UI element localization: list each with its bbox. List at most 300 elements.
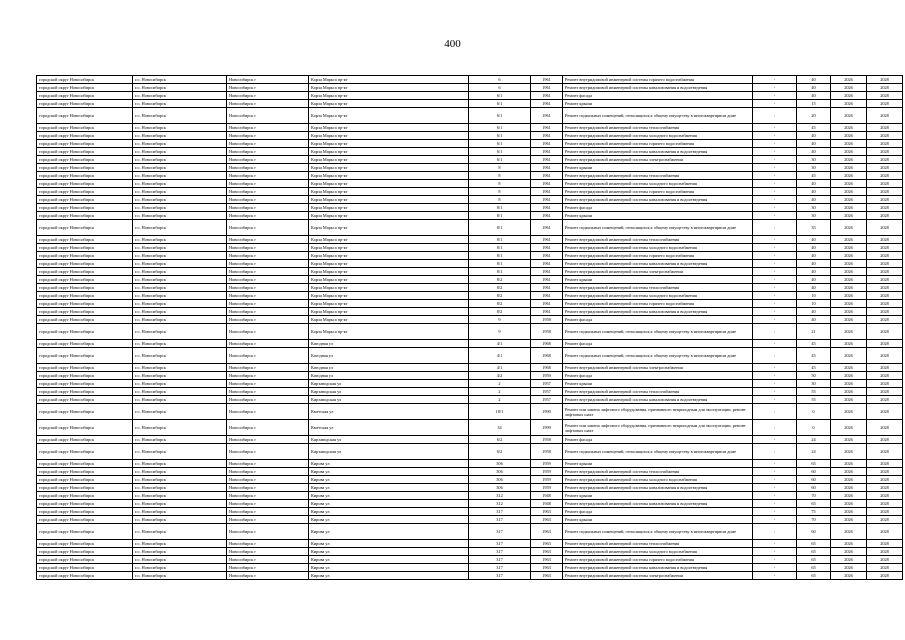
cell-settlement: г.о. Новосибирск — [133, 516, 227, 524]
cell-street: Карла Маркса пр-кт — [309, 244, 469, 252]
cell-house: 6 — [469, 84, 531, 92]
cell-dash: - — [753, 260, 797, 268]
cell-work-type: Ремонт внутридомовой инженерной системы канализования и водоотведения — [563, 564, 753, 572]
cell-street: Карла Маркса пр-кт — [309, 108, 469, 124]
cell-work-type: Ремонт или замена лифтового оборудования, признанного непригодным для эксплуатации, ремонт лифтовых шахт — [563, 404, 753, 420]
cell-city: Новосибирск г — [227, 476, 309, 484]
cell-city: Новосибирск г — [227, 436, 309, 444]
cell-term: 40 — [797, 316, 831, 324]
capital-repair-table — [36, 75, 903, 580]
cell-street: Карла Маркса пр-кт — [309, 236, 469, 244]
cell-district: городской округ Новосибирск — [37, 292, 133, 300]
cell-district: городской округ Новосибирск — [37, 348, 133, 364]
cell-house: 317 — [469, 548, 531, 556]
cell-year-to: 2028 — [867, 364, 903, 372]
cell-term: 24 — [797, 444, 831, 460]
cell-settlement: г.о. Новосибирск — [133, 572, 227, 580]
cell-work-type: Ремонт внутридомовой инженерной системы канализования и водоотведения — [563, 196, 753, 204]
cell-street: Карла Маркса пр-кт — [309, 92, 469, 100]
table-row — [37, 236, 903, 244]
cell-street: Карла Маркса пр-кт — [309, 180, 469, 188]
cell-year: 1961 — [531, 84, 563, 92]
cell-year-to: 2028 — [867, 180, 903, 188]
cell-settlement: г.о. Новосибирск — [133, 172, 227, 180]
cell-year-to: 2028 — [867, 524, 903, 540]
cell-work-type: Ремонт внутридомовой инженерной системы электроснабжения — [563, 572, 753, 580]
cell-settlement: г.о. Новосибирск — [133, 372, 227, 380]
cell-district: городской округ Новосибирск — [37, 180, 133, 188]
cell-work-type: Ремонт крыши — [563, 460, 753, 468]
cell-district: городской округ Новосибирск — [37, 100, 133, 108]
cell-city: Новосибирск г — [227, 180, 309, 188]
cell-house: 6/1 — [469, 124, 531, 132]
cell-term: 15 — [797, 100, 831, 108]
cell-work-type: Ремонт крыши — [563, 516, 753, 524]
cell-year-to: 2028 — [867, 316, 903, 324]
cell-house: 306 — [469, 484, 531, 492]
cell-year: 1963 — [531, 516, 563, 524]
cell-year: 1961 — [531, 204, 563, 212]
cell-city: Новосибирск г — [227, 236, 309, 244]
cell-city: Новосибирск г — [227, 396, 309, 404]
cell-district: городской округ Новосибирск — [37, 188, 133, 196]
cell-district: городской округ Новосибирск — [37, 212, 133, 220]
cell-house: 312 — [469, 500, 531, 508]
cell-year-from: 2026 — [831, 492, 867, 500]
cell-term: 50 — [797, 372, 831, 380]
cell-year-from: 2026 — [831, 380, 867, 388]
cell-year-from: 2026 — [831, 364, 867, 372]
cell-city: Новосибирск г — [227, 308, 309, 316]
cell-settlement: г.о. Новосибирск — [133, 252, 227, 260]
cell-term: 60 — [797, 476, 831, 484]
cell-year: 1961 — [531, 164, 563, 172]
cell-city: Новосибирск г — [227, 292, 309, 300]
table-body — [37, 76, 903, 580]
cell-year-to: 2028 — [867, 236, 903, 244]
cell-work-type: Ремонт подвальных помещений, относящихся к общему имуществу в многоквартирном доме — [563, 220, 753, 236]
cell-year: 1961 — [531, 76, 563, 84]
table-row — [37, 132, 903, 140]
cell-district: городской округ Новосибирск — [37, 364, 133, 372]
cell-year-to: 2028 — [867, 572, 903, 580]
cell-year-to: 2028 — [867, 260, 903, 268]
cell-year: 1961 — [531, 188, 563, 196]
cell-house: 317 — [469, 524, 531, 540]
table-row — [37, 476, 903, 484]
cell-year-to: 2028 — [867, 396, 903, 404]
cell-house: 306 — [469, 468, 531, 476]
table-row — [37, 524, 903, 540]
cell-term: 40 — [797, 236, 831, 244]
cell-house: 8/1 — [469, 236, 531, 244]
cell-work-type: Ремонт внутридомовой инженерной системы холодного водоснабжения — [563, 548, 753, 556]
cell-settlement: г.о. Новосибирск — [133, 500, 227, 508]
cell-district: городской округ Новосибирск — [37, 564, 133, 572]
cell-dash: - — [753, 252, 797, 260]
cell-year: 1961 — [531, 172, 563, 180]
cell-term: 65 — [797, 572, 831, 580]
cell-dash: - — [753, 124, 797, 132]
cell-city: Новосибирск г — [227, 348, 309, 364]
cell-term: 30 — [797, 156, 831, 164]
cell-work-type: Ремонт крыши — [563, 164, 753, 172]
cell-city: Новосибирск г — [227, 572, 309, 580]
cell-term: 65 — [797, 548, 831, 556]
cell-city: Новосибирск г — [227, 540, 309, 548]
cell-dash: - — [753, 148, 797, 156]
cell-year-from: 2026 — [831, 156, 867, 164]
cell-term: 45 — [797, 340, 831, 348]
cell-district: городской округ Новосибирск — [37, 572, 133, 580]
cell-year-from: 2026 — [831, 484, 867, 492]
cell-district: городской округ Новосибирск — [37, 316, 133, 324]
cell-house: 2 — [469, 380, 531, 388]
table-row — [37, 156, 903, 164]
cell-settlement: г.о. Новосибирск — [133, 508, 227, 516]
cell-street: Кирова ул — [309, 556, 469, 564]
cell-year-from: 2026 — [831, 124, 867, 132]
cell-house: 317 — [469, 564, 531, 572]
table-row — [37, 324, 903, 340]
cell-year: 1948 — [531, 500, 563, 508]
cell-year: 1963 — [531, 508, 563, 516]
cell-street: Кирзаводская ул — [309, 396, 469, 404]
table-row — [37, 372, 903, 380]
table-row — [37, 212, 903, 220]
cell-year-from: 2026 — [831, 132, 867, 140]
cell-settlement: г.о. Новосибирск — [133, 92, 227, 100]
cell-work-type: Ремонт внутридомовой инженерной системы канализования и водоотведения — [563, 308, 753, 316]
cell-city: Новосибирск г — [227, 460, 309, 468]
table-row — [37, 516, 903, 524]
cell-dash: - — [753, 548, 797, 556]
cell-dash: - — [753, 212, 797, 220]
cell-work-type: Ремонт внутридомовой инженерной системы горячего водоснабжения — [563, 188, 753, 196]
cell-street: Кирова ул — [309, 484, 469, 492]
cell-term: 24 — [797, 436, 831, 444]
cell-year-to: 2028 — [867, 492, 903, 500]
cell-work-type: Ремонт внутридомовой инженерной системы холодного водоснабжения — [563, 244, 753, 252]
cell-house: 317 — [469, 540, 531, 548]
cell-year: 1961 — [531, 236, 563, 244]
cell-dash: - — [753, 572, 797, 580]
cell-street: Карла Маркса пр-кт — [309, 188, 469, 196]
cell-street: Катодная ул — [309, 348, 469, 364]
cell-year-to: 2028 — [867, 212, 903, 220]
cell-settlement: г.о. Новосибирск — [133, 564, 227, 572]
cell-dash: - — [753, 196, 797, 204]
cell-dash: - — [753, 164, 797, 172]
cell-dash: - — [753, 484, 797, 492]
cell-district: городской округ Новосибирск — [37, 76, 133, 84]
cell-house: 6/1 — [469, 148, 531, 156]
table-row — [37, 484, 903, 492]
cell-city: Новосибирск г — [227, 564, 309, 572]
cell-settlement: г.о. Новосибирск — [133, 404, 227, 420]
cell-year-from: 2026 — [831, 468, 867, 476]
cell-district: городской округ Новосибирск — [37, 148, 133, 156]
cell-year-to: 2028 — [867, 468, 903, 476]
cell-settlement: г.о. Новосибирск — [133, 396, 227, 404]
cell-house: 8/2 — [469, 284, 531, 292]
cell-work-type: Ремонт или замена лифтового оборудования, признанного непригодным для эксплуатации, ремонт лифтовых шахт — [563, 420, 753, 436]
cell-district: городской округ Новосибирск — [37, 388, 133, 396]
cell-year-to: 2028 — [867, 372, 903, 380]
cell-district: городской округ Новосибирск — [37, 404, 133, 420]
cell-street: Кметская ул — [309, 420, 469, 436]
cell-district: городской округ Новосибирск — [37, 84, 133, 92]
cell-year-from: 2026 — [831, 244, 867, 252]
cell-term: 75 — [797, 508, 831, 516]
cell-city: Новосибирск г — [227, 388, 309, 396]
table-row — [37, 140, 903, 148]
cell-year: 1957 — [531, 388, 563, 396]
cell-house: 6/2 — [469, 436, 531, 444]
cell-settlement: г.о. Новосибирск — [133, 220, 227, 236]
cell-street: Кирзаводская ул — [309, 436, 469, 444]
cell-settlement: г.о. Новосибирск — [133, 140, 227, 148]
cell-house: 317 — [469, 556, 531, 564]
cell-work-type: Ремонт внутридомовой инженерной системы электроснабжения — [563, 156, 753, 164]
cell-year: 1961 — [531, 196, 563, 204]
cell-term: 60 — [797, 524, 831, 540]
cell-house: 8/1 — [469, 212, 531, 220]
cell-year: 1961 — [531, 284, 563, 292]
cell-year: 1961 — [531, 212, 563, 220]
cell-year-from: 2026 — [831, 420, 867, 436]
cell-year-to: 2028 — [867, 484, 903, 492]
cell-district: городской округ Новосибирск — [37, 460, 133, 468]
cell-year-to: 2028 — [867, 388, 903, 396]
cell-year: 1961 — [531, 300, 563, 308]
cell-house: 8/2 — [469, 292, 531, 300]
cell-house: 8 — [469, 188, 531, 196]
cell-street: Кирова ул — [309, 564, 469, 572]
cell-house: 8/1 — [469, 244, 531, 252]
cell-house: 8/1 — [469, 204, 531, 212]
cell-year-to: 2028 — [867, 252, 903, 260]
cell-district: городской округ Новосибирск — [37, 372, 133, 380]
cell-year-from: 2026 — [831, 236, 867, 244]
cell-term: 40 — [797, 308, 831, 316]
cell-settlement: г.о. Новосибирск — [133, 180, 227, 188]
cell-year-from: 2026 — [831, 220, 867, 236]
table-row — [37, 180, 903, 188]
cell-city: Новосибирск г — [227, 268, 309, 276]
cell-year-to: 2028 — [867, 84, 903, 92]
cell-settlement: г.о. Новосибирск — [133, 348, 227, 364]
cell-dash: - — [753, 564, 797, 572]
cell-year-to: 2028 — [867, 196, 903, 204]
table-row — [37, 124, 903, 132]
cell-term: 30 — [797, 380, 831, 388]
cell-year-to: 2028 — [867, 556, 903, 564]
cell-house: 312 — [469, 492, 531, 500]
cell-term: 30 — [797, 164, 831, 172]
cell-year: 1959 — [531, 468, 563, 476]
cell-work-type: Ремонт фасада — [563, 204, 753, 212]
cell-dash: - — [753, 76, 797, 84]
cell-work-type: Ремонт подвальных помещений, относящихся к общему имуществу в многоквартирном доме — [563, 524, 753, 540]
cell-work-type: Ремонт внутридомовой инженерной системы канализования и водоотведения — [563, 148, 753, 156]
cell-work-type: Ремонт внутридомовой инженерной системы теплоснабжения — [563, 172, 753, 180]
cell-work-type: Ремонт фасада — [563, 372, 753, 380]
cell-settlement: г.о. Новосибирск — [133, 108, 227, 124]
cell-district: городской округ Новосибирск — [37, 420, 133, 436]
cell-year-from: 2026 — [831, 372, 867, 380]
table-row — [37, 460, 903, 468]
cell-settlement: г.о. Новосибирск — [133, 188, 227, 196]
table-row — [37, 260, 903, 268]
cell-city: Новосибирск г — [227, 140, 309, 148]
cell-district: городской округ Новосибирск — [37, 276, 133, 284]
cell-year-from: 2026 — [831, 292, 867, 300]
cell-dash: - — [753, 100, 797, 108]
cell-work-type: Ремонт внутридомовой инженерной системы теплоснабжения — [563, 284, 753, 292]
cell-dash: - — [753, 476, 797, 484]
cell-term: 45 — [797, 124, 831, 132]
cell-work-type: Ремонт подвальных помещений, относящихся к общему имуществу в многоквартирном доме — [563, 108, 753, 124]
cell-year: 1961 — [531, 140, 563, 148]
cell-city: Новосибирск г — [227, 340, 309, 348]
cell-work-type: Ремонт подвальных помещений, относящихся к общему имуществу в многоквартирном доме — [563, 348, 753, 364]
cell-year-from: 2026 — [831, 508, 867, 516]
table-row — [37, 364, 903, 372]
cell-settlement: г.о. Новосибирск — [133, 436, 227, 444]
cell-settlement: г.о. Новосибирск — [133, 164, 227, 172]
cell-year: 1999 — [531, 420, 563, 436]
cell-city: Новосибирск г — [227, 204, 309, 212]
cell-year-from: 2026 — [831, 340, 867, 348]
table-row — [37, 84, 903, 92]
cell-house: 317 — [469, 572, 531, 580]
cell-city: Новосибирск г — [227, 108, 309, 124]
cell-year-from: 2026 — [831, 284, 867, 292]
cell-year: 1963 — [531, 548, 563, 556]
cell-year: 1958 — [531, 444, 563, 460]
cell-year: 1961 — [531, 292, 563, 300]
cell-city: Новосибирск г — [227, 76, 309, 84]
cell-district: городской округ Новосибирск — [37, 236, 133, 244]
cell-year-from: 2026 — [831, 188, 867, 196]
cell-year: 1961 — [531, 156, 563, 164]
cell-year-to: 2028 — [867, 540, 903, 548]
cell-term: 45 — [797, 172, 831, 180]
cell-term: 40 — [797, 252, 831, 260]
cell-house: 6/1 — [469, 108, 531, 124]
cell-dash: - — [753, 316, 797, 324]
cell-work-type: Ремонт внутридомовой инженерной системы канализования и водоотведения — [563, 396, 753, 404]
cell-year-from: 2026 — [831, 148, 867, 156]
cell-settlement: г.о. Новосибирск — [133, 468, 227, 476]
cell-dash: - — [753, 236, 797, 244]
cell-street: Кирова ул — [309, 524, 469, 540]
cell-term: 55 — [797, 388, 831, 396]
cell-settlement: г.о. Новосибирск — [133, 260, 227, 268]
cell-house: 6/1 — [469, 100, 531, 108]
cell-street: Катодная ул — [309, 372, 469, 380]
cell-work-type: Ремонт внутридомовой инженерной системы теплоснабжения — [563, 388, 753, 396]
cell-street: Кирова ул — [309, 572, 469, 580]
cell-year-from: 2026 — [831, 348, 867, 364]
cell-settlement: г.о. Новосибирск — [133, 308, 227, 316]
cell-year-from: 2026 — [831, 300, 867, 308]
cell-year-from: 2026 — [831, 500, 867, 508]
cell-term: 65 — [797, 564, 831, 572]
cell-year: 1968 — [531, 340, 563, 348]
cell-district: городской округ Новосибирск — [37, 444, 133, 460]
cell-dash: - — [753, 364, 797, 372]
cell-district: городской округ Новосибирск — [37, 396, 133, 404]
cell-year: 1959 — [531, 476, 563, 484]
cell-year-to: 2028 — [867, 516, 903, 524]
cell-work-type: Ремонт подвальных помещений, относящихся к общему имуществу в многоквартирном доме — [563, 324, 753, 340]
cell-district: городской округ Новосибирск — [37, 196, 133, 204]
cell-dash: - — [753, 108, 797, 124]
cell-street: Карла Маркса пр-кт — [309, 100, 469, 108]
table-row — [37, 420, 903, 436]
cell-year-to: 2028 — [867, 508, 903, 516]
cell-year: 1961 — [531, 220, 563, 236]
cell-year-to: 2028 — [867, 100, 903, 108]
cell-house: 306 — [469, 476, 531, 484]
cell-work-type: Ремонт крыши — [563, 212, 753, 220]
cell-district: городской округ Новосибирск — [37, 124, 133, 132]
cell-house: 8 — [469, 196, 531, 204]
cell-street: Карла Маркса пр-кт — [309, 316, 469, 324]
cell-year: 1961 — [531, 124, 563, 132]
cell-work-type: Ремонт внутридомовой инженерной системы холодного водоснабжения — [563, 292, 753, 300]
cell-house: 317 — [469, 516, 531, 524]
cell-house: 2 — [469, 396, 531, 404]
cell-dash: - — [753, 132, 797, 140]
cell-year-from: 2026 — [831, 108, 867, 124]
cell-street: Карла Маркса пр-кт — [309, 212, 469, 220]
cell-house: 8 — [469, 180, 531, 188]
cell-year: 1961 — [531, 252, 563, 260]
cell-year-from: 2026 — [831, 388, 867, 396]
cell-year-from: 2026 — [831, 404, 867, 420]
cell-year-from: 2026 — [831, 196, 867, 204]
cell-year-to: 2028 — [867, 148, 903, 156]
cell-dash: - — [753, 188, 797, 196]
cell-city: Новосибирск г — [227, 124, 309, 132]
cell-district: городской округ Новосибирск — [37, 500, 133, 508]
cell-settlement: г.о. Новосибирск — [133, 124, 227, 132]
table-row — [37, 188, 903, 196]
cell-work-type: Ремонт внутридомовой инженерной системы канализования и водоотведения — [563, 260, 753, 268]
cell-term: 0 — [797, 420, 831, 436]
cell-work-type: Ремонт внутридомовой инженерной системы теплоснабжения — [563, 468, 753, 476]
cell-city: Новосибирск г — [227, 556, 309, 564]
cell-dash: - — [753, 292, 797, 300]
cell-street: Катодная ул — [309, 364, 469, 372]
table-row — [37, 220, 903, 236]
cell-year: 1959 — [531, 460, 563, 468]
cell-work-type: Ремонт внутридомовой инженерной системы горячего водоснабжения — [563, 300, 753, 308]
cell-house: 18/1 — [469, 404, 531, 420]
cell-street: Кирова ул — [309, 516, 469, 524]
cell-term: 60 — [797, 484, 831, 492]
cell-house: 8 — [469, 164, 531, 172]
cell-year-to: 2028 — [867, 444, 903, 460]
cell-year-from: 2026 — [831, 140, 867, 148]
cell-city: Новосибирск г — [227, 404, 309, 420]
cell-year-from: 2026 — [831, 212, 867, 220]
cell-street: Карла Маркса пр-кт — [309, 132, 469, 140]
cell-term: 40 — [797, 188, 831, 196]
